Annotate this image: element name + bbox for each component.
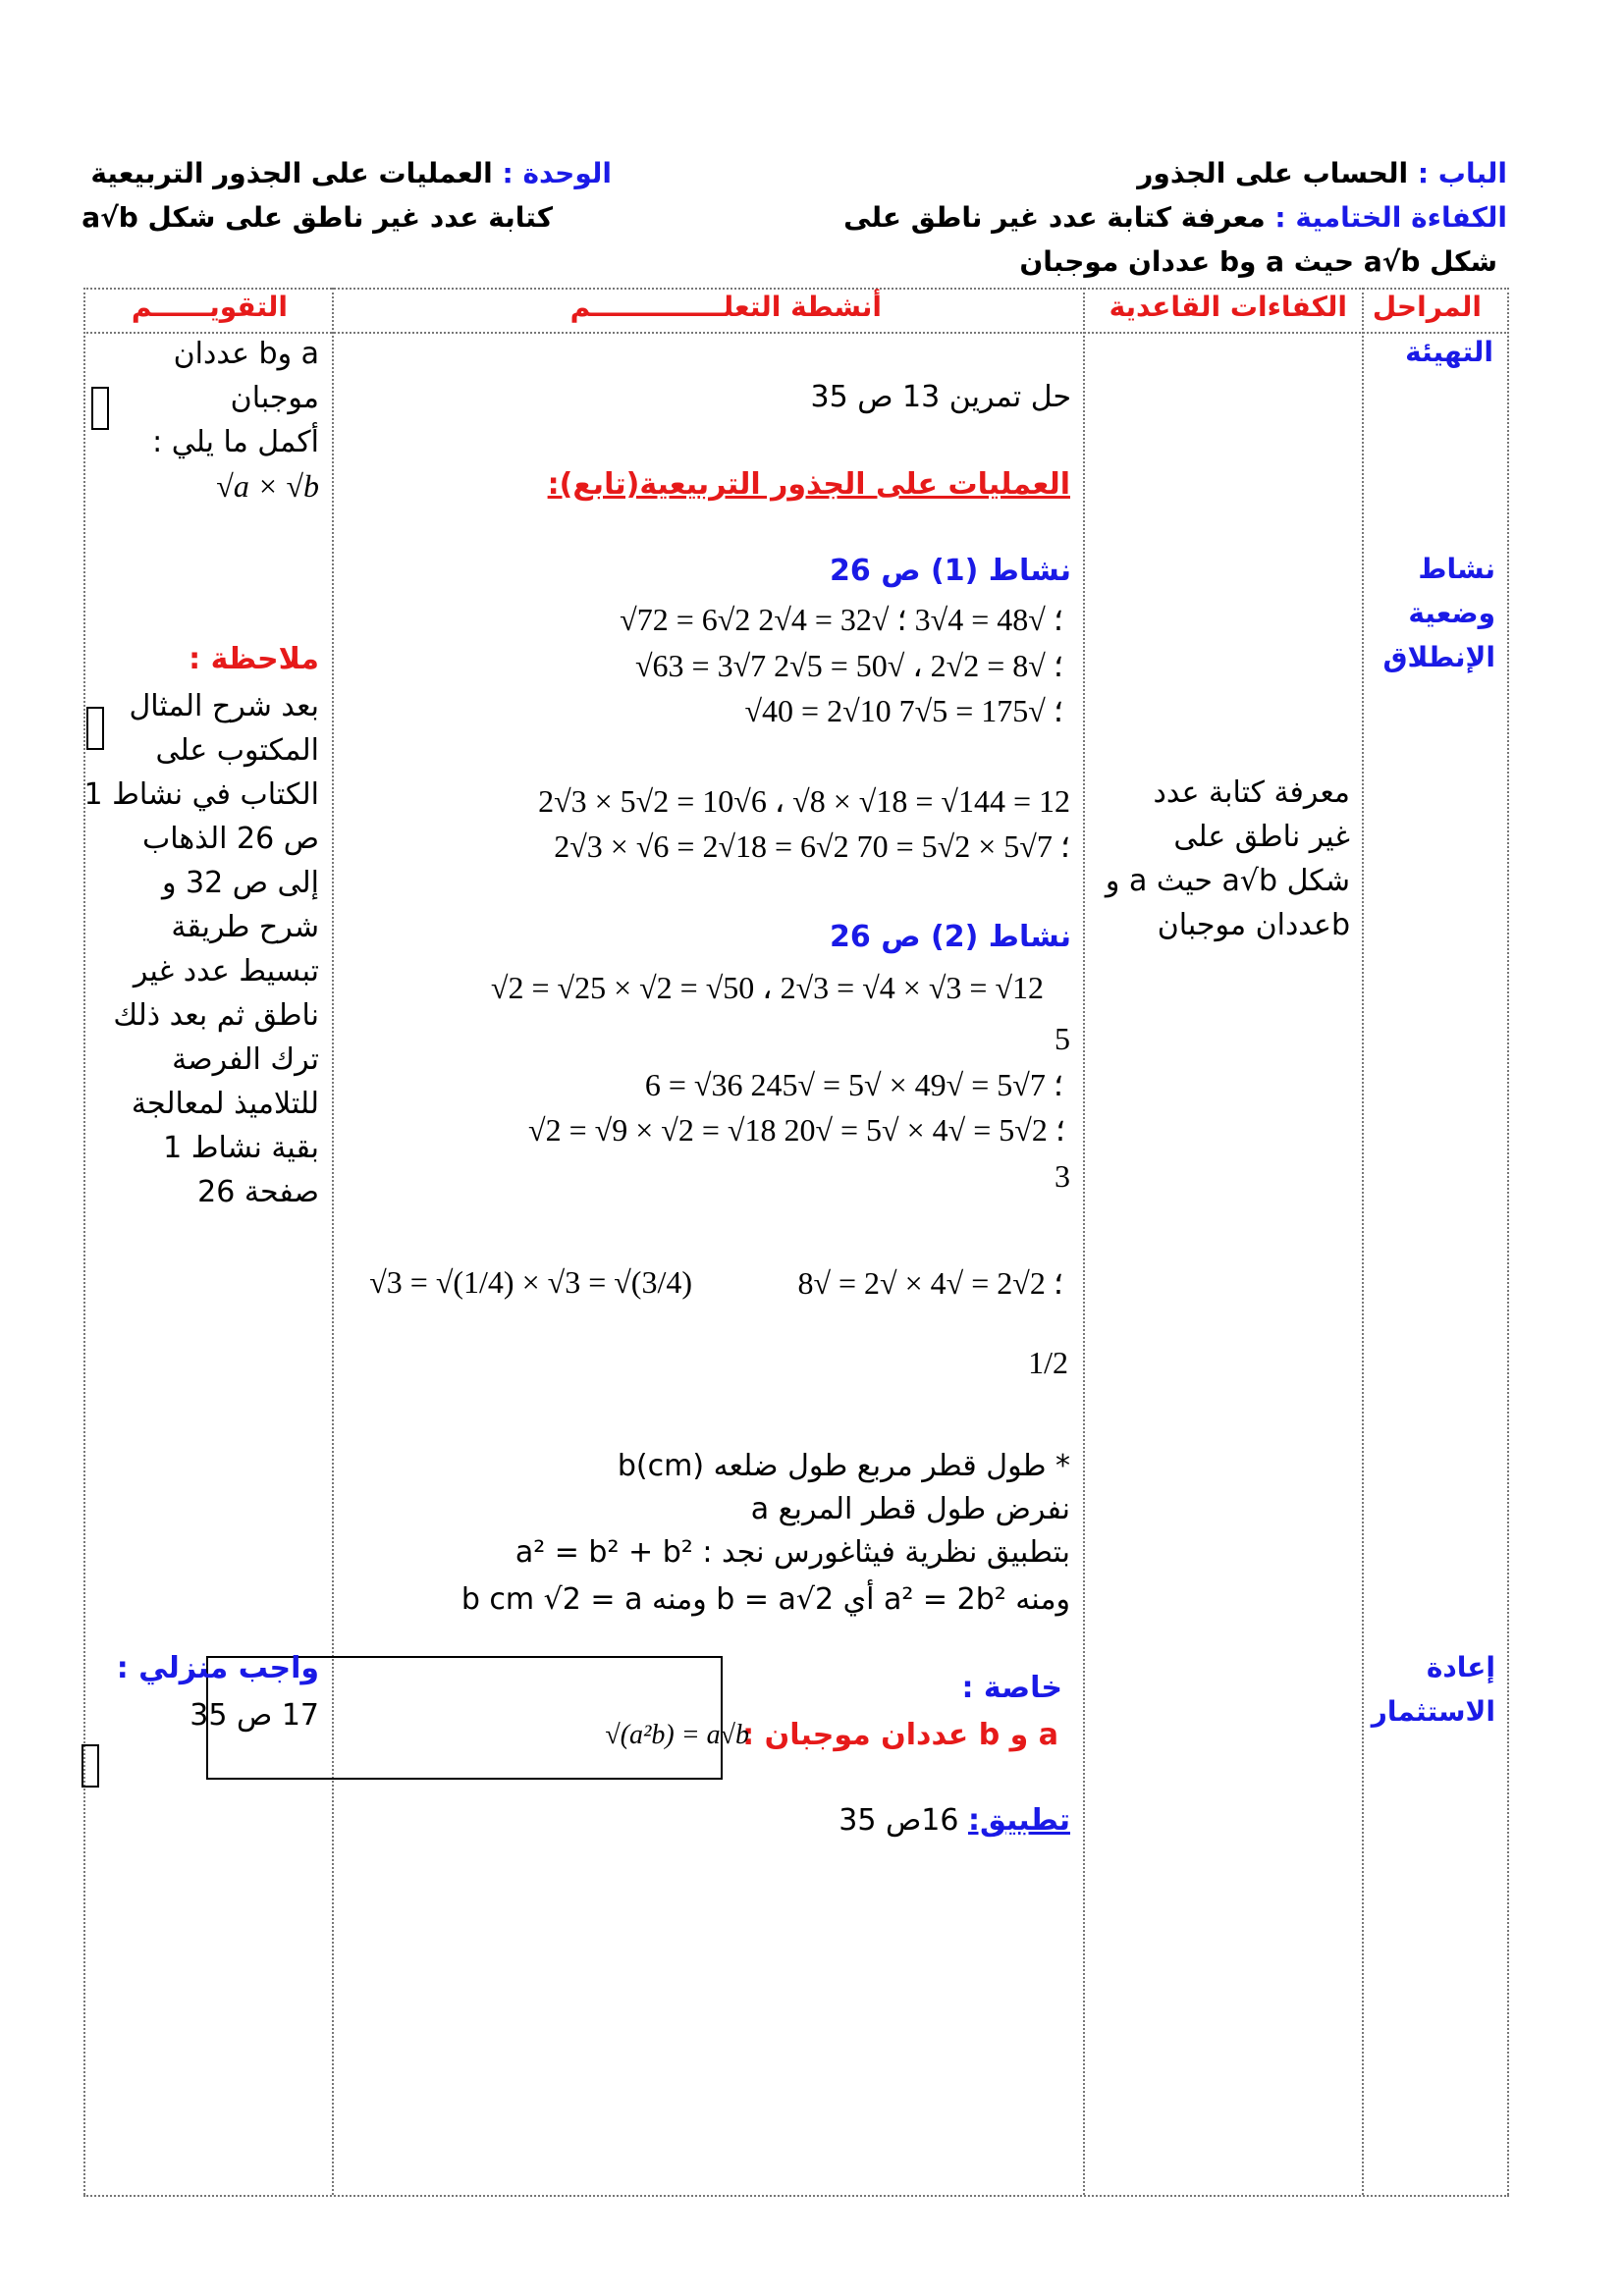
note-line: ص 26 الذهاب — [142, 822, 319, 856]
chapter-line — [1137, 157, 1507, 189]
col-header-stages: المراحل — [1372, 291, 1482, 323]
col-divider-2 — [1083, 288, 1085, 2195]
activity2-line-1: √2 = √25 × √2 = √50 ، 2√3 = √4 × √3 = √12 — [490, 970, 1044, 1005]
competence-value: معرفة كتابة عدد غير ناطق على — [843, 201, 1266, 234]
note-title: ملاحظة : — [189, 642, 319, 676]
unit-label: الوحدة : — [502, 157, 612, 189]
unit-line — [90, 157, 612, 189]
stage-reinvest-1: إعادة — [1426, 1651, 1495, 1683]
property-text: a و b عددان موجبان : — [742, 1718, 1058, 1752]
col-divider-3 — [1362, 288, 1364, 2195]
activity2-line-3: √2 = √9 × √2 = √18 ؛ 2√5 = √4 × √5 = √20 — [528, 1112, 1065, 1148]
note-line: صفحة 26 — [197, 1175, 319, 1209]
application-line — [839, 1803, 1070, 1838]
activity1-line-1: √72 = 6√2 ؛ √48 = 4√3 ؛ √32 = 4√2 — [620, 602, 1063, 637]
property-title: خاصة : — [961, 1671, 1062, 1705]
evaluation-line: موجبان — [230, 381, 319, 415]
stage-launch-1: نشاط — [1418, 553, 1495, 585]
stage-launch-3: الإنطلاق — [1382, 641, 1495, 673]
note-line: بعد شرح المثال — [129, 689, 319, 723]
section-title: العمليات على الجذور التربيعية(تابع): — [547, 467, 1070, 502]
activity1-title: نشاط (1) ص 26 — [830, 554, 1071, 588]
evaluation-line: a وb عددان — [173, 337, 319, 371]
note-line: ناطق ثم بعد ذلك — [113, 998, 319, 1033]
competency-line: معرفة كتابة عدد — [1153, 775, 1350, 810]
square-line-1: * طول قطر مربع طول ضلعه b(cm) — [617, 1449, 1070, 1483]
activity2-fraction: 1/2 — [1028, 1345, 1068, 1380]
homework-text: 17 ص 35 — [189, 1698, 319, 1733]
chapter-value: الحساب على الجذور — [1137, 157, 1409, 189]
evaluation-formula: √a × √b — [216, 468, 319, 504]
activity1-line-3: √40 = 2√10 ؛ √175 = 5√7 — [744, 693, 1063, 728]
activity1-line-2: √63 = 3√7 ؛ √8 = 2√2 ، √50 = 5√2 — [634, 648, 1063, 683]
note-line: شرح طريقة — [171, 910, 319, 944]
note-body — [83, 684, 319, 1214]
checkbox-1[interactable] — [91, 387, 109, 430]
activity2-line-2: 6 = √36 ؛ 7√5 = √49 × √5 = √245 — [644, 1067, 1063, 1102]
note-line: إلى ص 32 و — [161, 866, 319, 900]
note-line: المكتوب على — [155, 733, 319, 768]
activity2-number-2: 3 — [1055, 1158, 1070, 1194]
chapter-label: الباب : — [1417, 157, 1507, 189]
note-line: ترك الفرصة — [172, 1042, 319, 1077]
property-formula: √(a²b) = a√b — [605, 1720, 749, 1750]
unit-value: العمليات على الجذور التربيعية — [90, 157, 493, 189]
exercise-text: حل تمرين 13 ص 35 — [810, 380, 1071, 414]
note-line: للتلاميذ لمعالجة — [131, 1087, 319, 1121]
competence-label: الكفاءة الختامية : — [1274, 201, 1507, 234]
activity1-line-5: 2√3 × √6 = 2√18 = 6√2 ؛ 7√5 × 2√5 = 70 — [554, 828, 1070, 864]
application-text: 16ص 35 — [839, 1803, 959, 1838]
activity2-title: نشاط (2) ص 26 — [830, 920, 1071, 954]
col-header-activities: أنشطة التعلــــــــــــــم — [569, 291, 882, 323]
checkbox-3[interactable] — [81, 1744, 99, 1788]
application-label: تطبيق: — [967, 1803, 1070, 1838]
col-divider-1 — [332, 288, 334, 2195]
table-bottom-border — [83, 2195, 1509, 2197]
note-line: بقية نشاط 1 — [163, 1131, 319, 1165]
activity2-number-1: 5 — [1055, 1021, 1070, 1056]
evaluation-intro — [152, 332, 319, 508]
square-line-2: نفرض طول قطر المربع a — [750, 1492, 1070, 1526]
square-line-3: بتطبيق نظرية فيثاغورس نجد : a² = b² + b² — [514, 1535, 1070, 1570]
activity2-line-4-left: √3 = √(1/4) × √3 = √(3/4) — [369, 1264, 692, 1300]
table-right-border — [1507, 288, 1509, 2195]
competence-cont: شكل a√b حيث a وb عددان موجبان — [1019, 245, 1497, 278]
table-left-border — [83, 288, 85, 2195]
lesson-title: كتابة عدد غير ناطق على شكل a√b — [81, 201, 553, 234]
col-header-competencies: الكفاءات القاعدية — [1109, 291, 1347, 323]
note-line: الكتاب في نشاط 1 — [83, 777, 319, 812]
competency-line: شكل a√b حيث a و — [1105, 864, 1350, 898]
evaluation-line: أكمل ما يلي : — [152, 425, 319, 459]
competence-line — [843, 201, 1507, 234]
col-header-evaluation: التقويــــــم — [131, 291, 288, 323]
activity1-line-4: 2√3 × 5√2 = 10√6 ، √8 × √18 = √144 = 12 — [538, 783, 1070, 819]
note-line: تبسيط عدد غير — [133, 954, 319, 988]
stage-launch-2: وضعية — [1408, 597, 1495, 629]
square-line-4: ومنه a² = 2b² أي b = a√2 ومنه b cm √2 = a — [460, 1582, 1070, 1617]
homework-title: واجب منزلي : — [116, 1651, 319, 1685]
activity2-line-4-right: ؛ 2√2 = √4 × √2 = √8 — [797, 1265, 1063, 1301]
competency-line: bعددان موجبان — [1157, 908, 1350, 942]
competency-line: غير ناطق على — [1173, 820, 1350, 854]
table-top-border — [83, 288, 1509, 290]
stage-warmup: التهيئة — [1405, 336, 1493, 368]
stage-reinvest-2: الاستثمار — [1371, 1695, 1495, 1728]
competency-block — [1106, 771, 1350, 947]
